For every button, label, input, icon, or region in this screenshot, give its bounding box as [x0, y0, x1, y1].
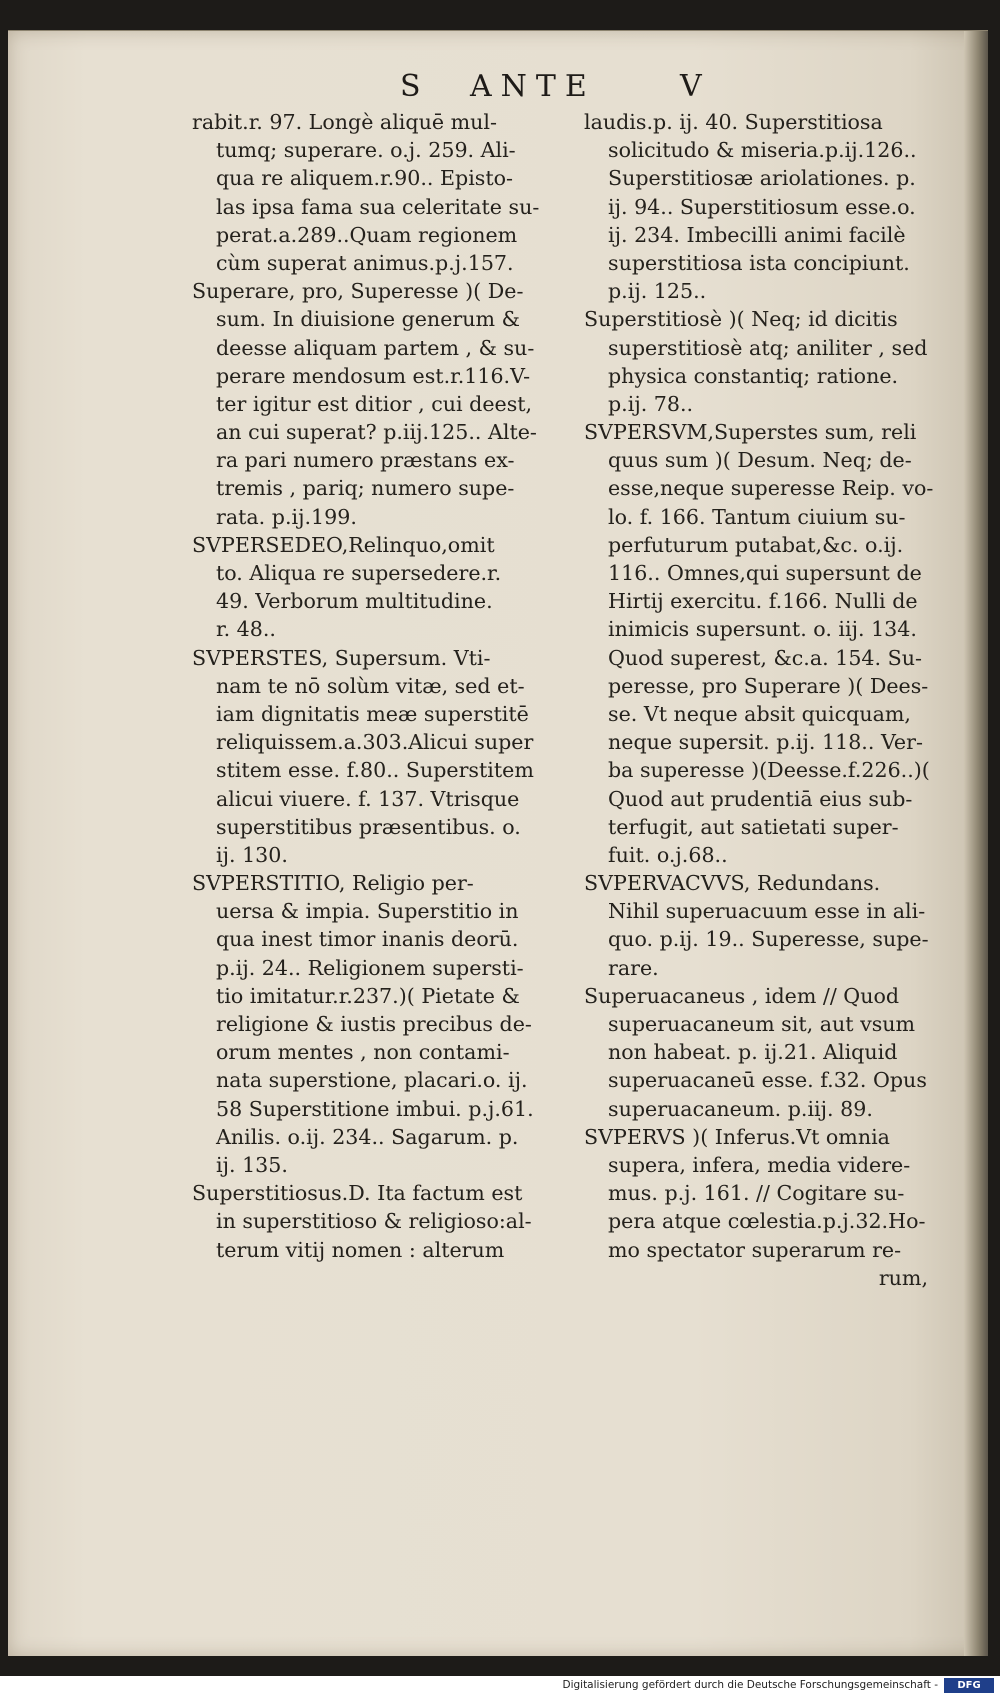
text-line: se. Vt neque absit quicquam, — [608, 701, 911, 726]
text-line: tremis , pariq; numero supe- — [216, 476, 515, 501]
text-line: non habeat. p. ij.21. Aliquid — [608, 1040, 898, 1065]
text-line: Hirtij exercitu. f.166. Nulli de — [608, 589, 918, 614]
text-line: alicui viuere. f. 137. Vtrisque — [216, 786, 520, 811]
text-line: las ipsa fama sua celeritate su- — [216, 194, 540, 219]
text-line: r. 48.. — [216, 617, 276, 642]
funding-note: Digitalisierung gefördert durch die Deutsche Forschungsgemeinschaft - — [562, 1679, 938, 1691]
text-line: rare. — [608, 955, 659, 980]
text-line: SVPERSTITIO, Religio per- — [192, 871, 474, 896]
text-line: superuacaneū esse. f.32. Opus — [608, 1068, 927, 1093]
text-line: mus. p.j. 161. // Cogitare su- — [608, 1181, 905, 1206]
text-line: in superstitioso & religioso:al- — [216, 1209, 532, 1234]
text-line: perat.a.289..Quam regionem — [216, 222, 518, 247]
text-line: ra pari numero præstans ex- — [216, 448, 515, 473]
text-line: neque supersit. p.ij. 118.. Ver- — [608, 730, 923, 755]
text-line: ij. 234. Imbecilli animi facilè — [608, 222, 906, 247]
text-line: qua inest timor inanis deorū. — [216, 927, 519, 952]
text-line: p.ij. 78.. — [608, 391, 694, 416]
text-line: SVPERSVM,Superstes sum, reli — [584, 420, 917, 445]
text-line: cùm superat animus.p.j.157. — [216, 250, 514, 275]
text-line: inimicis supersunt. o. iij. 134. — [608, 617, 917, 642]
text-line: terfugit, aut satietati super- — [608, 814, 899, 839]
text-line: Anilis. o.ij. 234.. Sagarum. p. — [216, 1124, 519, 1149]
text-line: terum vitij nomen : alterum — [216, 1237, 505, 1262]
text-line: stitem esse. f.80.. Superstitem — [216, 758, 534, 783]
text-line: uersa & impia. Superstitio in — [216, 899, 519, 924]
text-line: SVPERVACVVS, Redundans. — [584, 871, 881, 896]
text-line: quus sum )( Desum. Neq; de- — [608, 448, 912, 473]
text-line: esse,neque superesse Reip. vo- — [608, 476, 934, 501]
text-line: mo spectator superarum re- — [608, 1237, 902, 1262]
footer-bar — [0, 1676, 1000, 1697]
text-line: ij. 130. — [216, 842, 288, 867]
text-line: rata. p.ij.199. — [216, 504, 357, 529]
text-line: an cui superat? p.iij.125.. Alte- — [216, 420, 537, 445]
text-line: solicitudo & miseria.p.ij.126.. — [608, 138, 917, 163]
text-line: Superare, pro, Superesse )( De- — [192, 279, 524, 304]
text-line: superstitibus præsentibus. o. — [216, 814, 521, 839]
text-line: ba superesse )(Deesse.f.226..)( — [608, 758, 930, 783]
text-line: 49. Verborum multitudine. — [216, 589, 493, 614]
text-line: superstitiosè atq; aniliter , sed — [608, 335, 928, 360]
text-line: laudis.p. ij. 40. Superstitiosa — [584, 110, 883, 134]
text-line: nam te nō solùm vitæ, sed et- — [216, 673, 525, 698]
text-line: iam dignitatis meæ superstitē — [216, 701, 529, 726]
text-line: ij. 135. — [216, 1152, 288, 1177]
text-line: tio imitatur.r.237.)( Pietate & — [216, 983, 520, 1008]
text-line: sum. In diuisione generum & — [216, 307, 520, 332]
text-line: p.ij. 24.. Religionem supersti- — [216, 955, 524, 980]
right-text-column — [584, 108, 960, 1292]
text-line: rabit.r. 97. Longè aliquē mul- — [192, 110, 497, 134]
text-line: physica constantiq; ratione. — [608, 363, 899, 388]
text-line: Quod aut prudentiā eius sub- — [608, 786, 913, 811]
text-line: deesse aliquam partem , & su- — [216, 335, 535, 360]
text-line: qua re aliquem.r.90.. Episto- — [216, 166, 513, 191]
page-gutter-edge — [964, 31, 988, 1656]
text-line: Superstitiosus.D. Ita factum est — [192, 1181, 523, 1206]
text-line: perfuturum putabat,&c. o.ij. — [608, 532, 904, 557]
text-line: Nihil superuacuum esse in ali- — [608, 899, 926, 924]
text-line: superuacaneum sit, aut vsum — [608, 1012, 916, 1036]
running-head-right-letter: V — [680, 69, 704, 104]
text-line: Superstitiosè )( Neq; id dicitis — [584, 307, 898, 332]
text-line: quo. p.ij. 19.. Superesse, supe- — [608, 927, 929, 952]
text-line: perare mendosum est.r.116.V- — [216, 363, 531, 388]
text-line: reliquissem.a.303.Alicui super — [216, 730, 534, 755]
text-line: pera atque cœlestia.p.j.32.Ho- — [608, 1209, 926, 1234]
text-line: ij. 94.. Superstitiosum esse.o. — [608, 194, 916, 219]
text-line: SVPERVS )( Inferus.Vt omnia — [584, 1124, 890, 1149]
text-line: to. Aliqua re supersedere.r. — [216, 561, 502, 585]
text-line: ter igitur est ditior , cui deest, — [216, 391, 533, 416]
text-line: peresse, pro Superare )( Dees- — [608, 673, 929, 698]
text-line: rum, — [878, 1265, 928, 1290]
running-head-left-letter: S — [400, 69, 423, 104]
text-line: Superuacaneus , idem // Quod — [584, 983, 900, 1008]
text-line: fuit. o.j.68.. — [608, 842, 728, 867]
running-head-word: ANTE — [470, 69, 596, 104]
text-line: religione & iustis precibus de- — [216, 1012, 532, 1036]
text-line: superuacaneum. p.iij. 89. — [608, 1096, 873, 1121]
text-line: tumq; superare. o.j. 259. Ali- — [216, 138, 516, 163]
left-text-column — [192, 108, 568, 1264]
dfg-logo: DFG — [944, 1678, 994, 1693]
text-line: lo. f. 166. Tantum ciuium su- — [608, 504, 906, 529]
text-line: supera, infera, media videre- — [608, 1152, 911, 1177]
text-line: Quod superest, &c.a. 154. Su- — [608, 645, 922, 670]
text-line: superstitiosa ista concipiunt. — [608, 250, 910, 275]
text-line: SVPERSTES, Supersum. Vti- — [192, 645, 491, 670]
text-line: Superstitiosæ ariolationes. p. — [608, 166, 916, 191]
text-line: p.ij. 125.. — [608, 279, 707, 304]
text-line: nata superstione, placari.o. ij. — [216, 1068, 528, 1093]
text-line: 116.. Omnes,qui supersunt de — [608, 561, 922, 585]
text-line: SVPERSEDEO,Relinquo,omit — [192, 532, 495, 557]
text-line: orum mentes , non contami- — [216, 1040, 510, 1065]
text-line: 58 Superstitione imbui. p.j.61. — [216, 1096, 534, 1121]
